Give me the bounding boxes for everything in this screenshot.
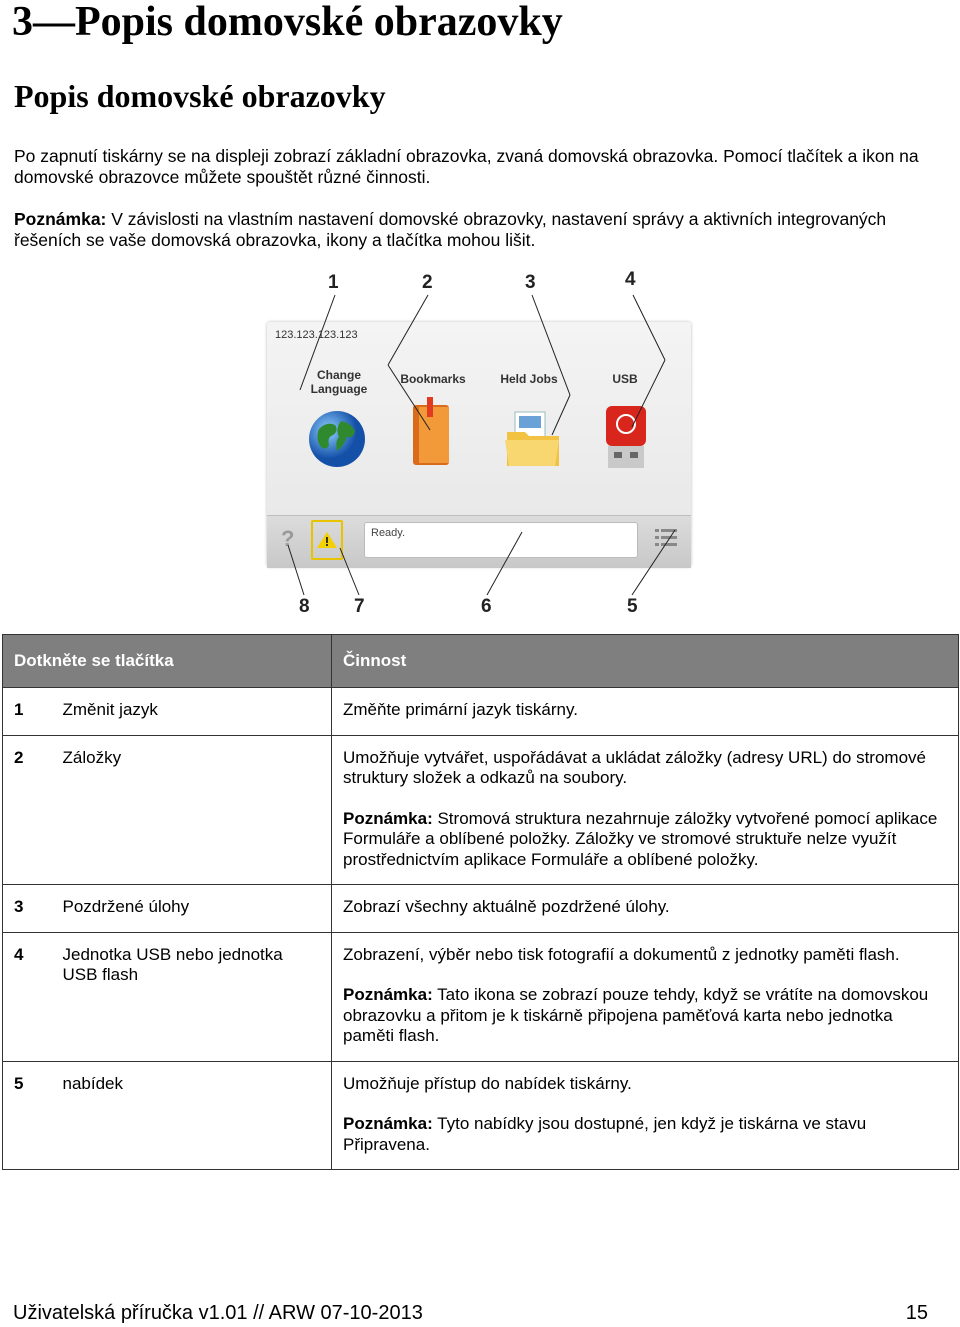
change-language-label: Change Language bbox=[310, 368, 368, 396]
note-paragraph bbox=[14, 209, 949, 251]
section-title: Popis domovské obrazovky bbox=[14, 78, 386, 114]
callout-6: 6 bbox=[481, 596, 492, 617]
callout-1: 1 bbox=[328, 272, 339, 293]
row-note-label: Poznámka: bbox=[343, 1114, 433, 1133]
intro-paragraph: Po zapnutí tiskárny se na displeji zobrazí základní obrazovka, zvaná domovská obrazovka. Pomocí tlačítek a ikon na domovské obrazovce můžete spouštět různé činnosti. bbox=[14, 146, 919, 187]
usb-label: USB bbox=[612, 372, 638, 386]
table-row bbox=[3, 932, 959, 1061]
row-touch: Záložky bbox=[55, 735, 332, 885]
callout-2: 2 bbox=[422, 272, 433, 293]
callout-7: 7 bbox=[354, 596, 365, 617]
table-row bbox=[3, 735, 959, 885]
ip-address: 123.123.123.123 bbox=[275, 329, 358, 341]
row-action: Zobrazí všechny aktuálně pozdržené úlohy. bbox=[332, 885, 959, 933]
row-number: 3 bbox=[3, 885, 55, 933]
row-note: Stromová struktura nezahrnuje záložky vytvořené pomocí aplikace Formuláře a oblíbené položky. Záložky ve stromové struktuře nelze využít prostřednictvím aplikace Formuláře a oblíbené položky. bbox=[343, 808, 938, 869]
row-touch: Pozdržené úlohy bbox=[55, 885, 332, 933]
button-actions-table bbox=[2, 634, 959, 1170]
note-label: Poznámka: bbox=[14, 209, 107, 229]
row-touch: Jednotka USB nebo jednotka USB flash bbox=[55, 932, 332, 1061]
table-row bbox=[3, 1061, 959, 1170]
header-action: Činnost bbox=[332, 635, 959, 688]
row-number: 5 bbox=[3, 1061, 55, 1170]
row-touch: Změnit jazyk bbox=[55, 688, 332, 736]
callout-5: 5 bbox=[627, 596, 638, 617]
row-touch: nabídek bbox=[55, 1061, 332, 1170]
status-text: Ready. bbox=[371, 527, 406, 539]
callout-3: 3 bbox=[525, 272, 536, 293]
page-number: 15 bbox=[905, 1302, 928, 1324]
row-number: 4 bbox=[3, 932, 55, 1061]
row-note-label: Poznámka: bbox=[343, 808, 433, 828]
row-note: Tyto nabídky jsou dostupné, jen když je tiskárna ve stavu Připravena. bbox=[343, 1114, 867, 1154]
table-row bbox=[3, 885, 959, 933]
footer-title: Uživatelská příručka v1.01 // ARW 07-10-2013 bbox=[13, 1302, 423, 1324]
row-note-label: Poznámka: bbox=[343, 985, 433, 1004]
chapter-title: 3—Popis domovské obrazovky bbox=[12, 0, 563, 45]
note-text: V závislosti na vlastním nastavení domovské obrazovky, nastavení správy a aktivních integrovaných řešeních se vaše domovská obrazovka, ikony a tlačítka mohou lišit. bbox=[14, 209, 887, 250]
table-row bbox=[3, 688, 959, 736]
callout-4: 4 bbox=[625, 269, 636, 290]
header-touch: Dotkněte se tlačítka bbox=[3, 635, 332, 688]
row-action: Zobrazení, výběr nebo tisk fotografií a dokumentů z jednotky paměti flash. Poznámka: Tato ikona se zobrazí pouze tehdy, když se vrátíte na domovskou obrazovku a přitom je k tiskárně připojena paměťová karta nebo jednotka paměti flash. bbox=[332, 932, 959, 1061]
bookmarks-label: Bookmarks bbox=[400, 372, 466, 386]
row-action: Změňte primární jazyk tiskárny. bbox=[332, 688, 959, 736]
row-action: Umožňuje vytvářet, uspořádávat a ukládat záložky (adresy URL) do stromové struktury složek a odkazů na soubory. Poznámka: Stromová struktura nezahrnuje záložky vytvořené pomocí aplikace Formuláře a oblíbené položky. Záložky ve stromové struktuře nelze využít prostřednictvím aplikace Formuláře a oblíbené položky. bbox=[332, 735, 959, 885]
row-note: Tato ikona se zobrazí pouze tehdy, když se vrátíte na domovskou obrazovku a přitom je k tiskárně připojena paměťová karta nebo jednotka paměti flash. bbox=[343, 985, 929, 1045]
callout-lines bbox=[260, 265, 700, 620]
callout-8: 8 bbox=[299, 596, 310, 617]
help-icon[interactable]: ? bbox=[281, 526, 295, 551]
row-action: Umožňuje přístup do nabídek tiskárny. Poznámka: Tyto nabídky jsou dostupné, jen když je tiskárna ve stavu Připravena. bbox=[332, 1061, 959, 1170]
home-screen-figure bbox=[260, 265, 700, 620]
table-header-row bbox=[3, 635, 959, 688]
row-number: 1 bbox=[3, 688, 55, 736]
row-number: 2 bbox=[3, 735, 55, 885]
held-jobs-label: Held Jobs bbox=[500, 372, 558, 386]
